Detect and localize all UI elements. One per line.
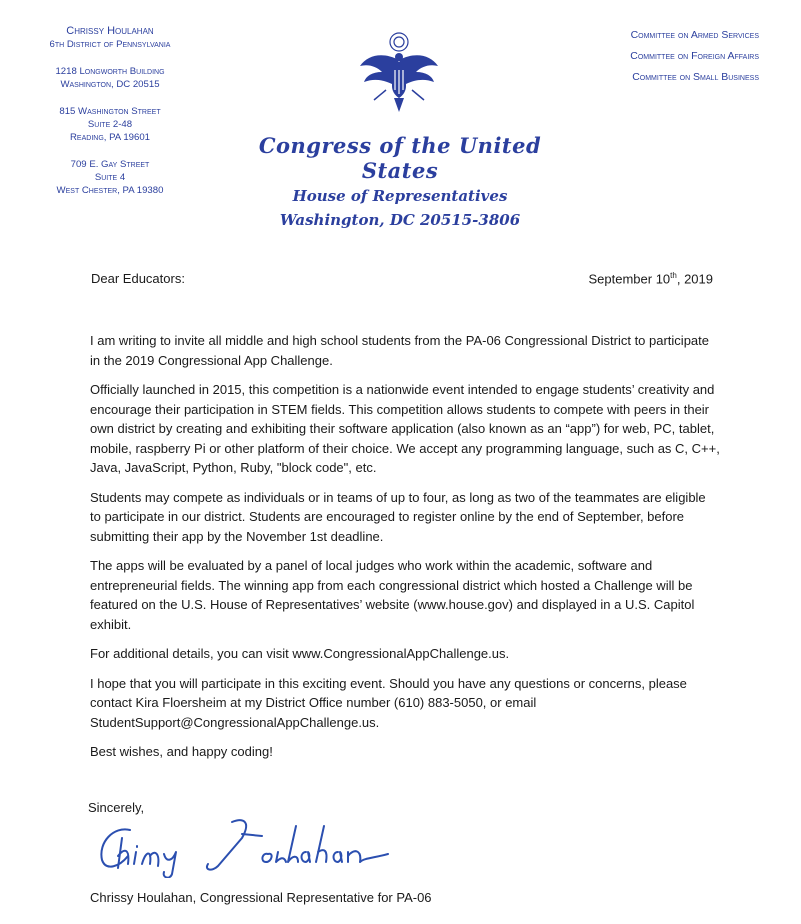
sender-name: Chrissy Houlahan [66,25,154,37]
letterhead-address: Washington, DC 20515-3806 [279,211,521,229]
letter-date: September 10th, 2019 [588,271,713,287]
eagle-seal-icon [354,30,444,120]
paragraph-judging: The apps will be evaluated by a panel of local judges who work within the academic, software and entrepreneurial fields. The winning app from each congressional district which hosted a Challenge will be featured on the U.S. House of Representatives’ website (www.house.gov) and displayed in a U.S. Capitol exhibit. [90,558,695,632]
committee-small-business: Committee on Small Business [632,71,759,83]
committee-armed-services: Committee on Armed Services [630,29,759,41]
paragraph-contact: I hope that you will participate in this exciting event. Should you have any questions or concerns, please contact Kira Floersheim at my District Office number (610) 883-5050, or email StudentSupport@CongressionalAppChallenge.us. [90,675,687,730]
letterhead-congress: Congress of the United States [258,133,542,183]
handwritten-signature [92,808,392,878]
letterhead-house: House of Representatives [292,187,508,205]
paragraph-overview: Officially launched in 2015, this competition is a nationwide event intended to engage students’ creativity and encourage their participation in STEM fields. This competition allows students to compete with peers in their own district by creating and exhibiting their software application (also known as an “app”) for web, PC, tablet, mobile, raspberry Pi or other platform of their choice. We accept any programming language, such as C, C++, Java, JavaScript, Python, Ruby, "block code", etc. [90,382,720,475]
paragraph-details: For additional details, you can visit www.CongressionalAppChallenge.us. [90,646,510,661]
signature-block: Chrissy Houlahan, Congressional Representative for PA-06 [90,890,432,905]
office-west-chester: 709 E. Gay Street Suite 4 West Chester, PA 19380 [56,159,164,196]
sender-district: 6th District of Pennsylvania [49,39,171,50]
committee-list [630,25,759,88]
letter-body [90,331,720,772]
paragraph-wishes: Best wishes, and happy coding! [90,744,273,759]
closing: Sincerely, [88,800,145,815]
paragraph-invitation: I am writing to invite all middle and high school students from the PA-06 Congressional District to participate in the 2019 Congressional App Challenge. [90,333,709,368]
office-dc: 1218 Longworth Building Washington, DC 20515 [55,66,165,90]
paragraph-eligibility: Students may compete as individuals or in teams of up to four, as long as two of the teammates are eligible to participate in our district. Students are encouraged to register online by the end of September, before submitting their app by the November 1st deadline. [90,489,706,544]
letterhead [240,133,560,229]
office-reading: 815 Washington Street Suite 2-48 Reading, PA 19601 [59,106,161,143]
salutation: Dear Educators: [91,271,185,286]
office-addresses [30,25,190,197]
committee-foreign-affairs: Committee on Foreign Affairs [630,50,759,62]
